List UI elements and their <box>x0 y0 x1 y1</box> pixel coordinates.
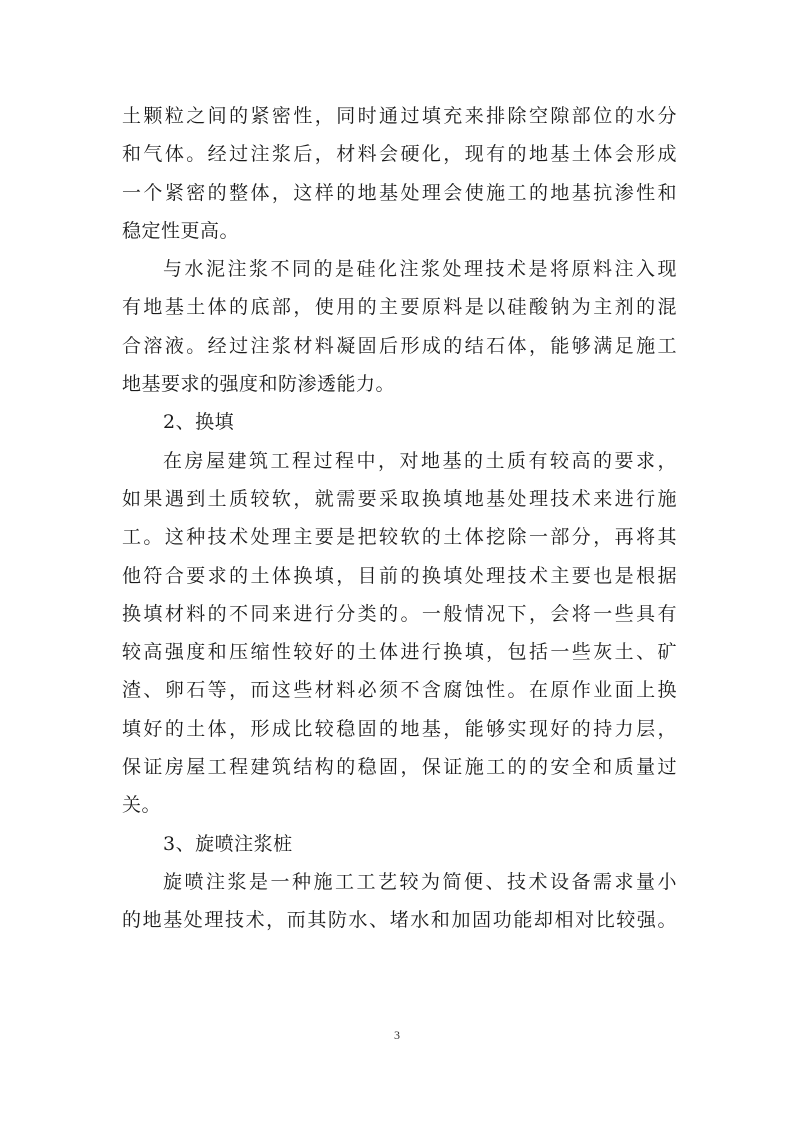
text-line: 稳定性更高。 <box>122 219 240 242</box>
paragraph-continuation <box>122 97 677 250</box>
text-line: 与水泥注浆不同的是硅化注浆处理技术是将原料注入现 <box>163 258 677 281</box>
text-line: 旋喷注浆是一种施工工艺较为简便、技术设备需求量小 <box>163 870 677 893</box>
text-line: 在房屋建筑工程过程中，对地基的土质有较高的要求， <box>163 449 677 472</box>
paragraph <box>122 250 677 403</box>
text-line: 合溶液。经过注浆材料凝固后形成的结石体，能够满足施工 <box>122 334 677 357</box>
text-line: 有地基土体的底部，使用的主要原料是以硅酸钠为主剂的混 <box>122 296 677 319</box>
text-line: 他符合要求的土体换填，目前的换填处理技术主要也是根据 <box>122 564 677 587</box>
paragraph <box>122 442 677 825</box>
section-heading: 3、旋喷注浆桩 <box>163 832 293 855</box>
text-line: 工。这种技术处理主要是把较软的土体挖除一部分，再将其 <box>122 526 677 549</box>
text-line: 的地基处理技术，而其防水、堵水和加固功能却相对比较强。 <box>122 909 677 932</box>
section-heading: 2、换填 <box>163 411 235 434</box>
text-line: 如果遇到土质较软，就需要采取换填地基处理技术来进行施 <box>122 487 677 510</box>
text-line: 和气体。经过注浆后，材料会硬化，现有的地基土体会形成 <box>122 143 677 166</box>
paragraph <box>122 863 677 940</box>
text-line: 一个紧密的整体，这样的地基处理会使施工的地基抗渗性和 <box>122 181 677 204</box>
text-line: 关。 <box>122 794 162 817</box>
text-line: 较高强度和压缩性较好的土体进行换填，包括一些灰土、矿 <box>122 641 677 664</box>
text-line: 土颗粒之间的紧密性，同时通过填充来排除空隙部位的水分 <box>122 105 677 127</box>
text-line: 地基要求的强度和防渗透能力。 <box>122 373 396 396</box>
text-line: 换填材料的不同来进行分类的。一般情况下，会将一些具有 <box>122 602 677 625</box>
text-line: 保证房屋工程建筑结构的稳固，保证施工的的安全和质量过 <box>122 756 677 779</box>
page-number: 3 <box>394 1028 400 1042</box>
document-body <box>122 97 677 940</box>
text-line: 渣、卵石等，而这些材料必须不含腐蚀性。在原作业面上换 <box>122 679 677 702</box>
text-line: 填好的土体，形成比较稳固的地基，能够实现好的持力层， <box>122 717 677 740</box>
